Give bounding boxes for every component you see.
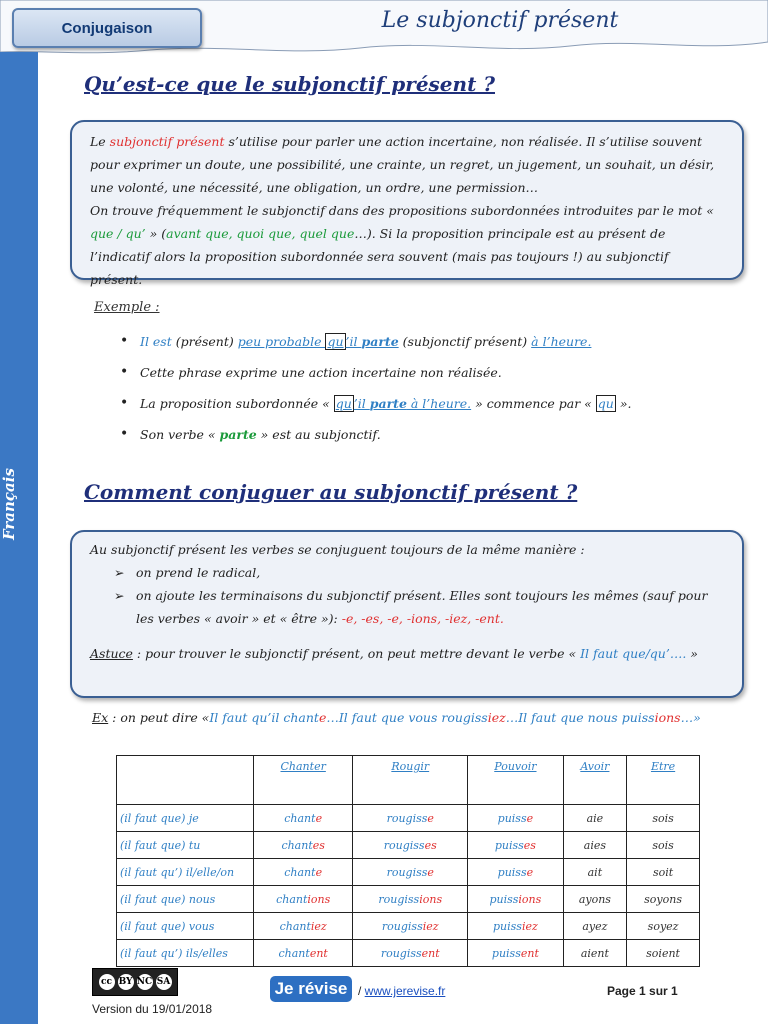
pouvoir-cell: puisses bbox=[468, 832, 563, 859]
chanter-cell: chante bbox=[254, 859, 353, 886]
subjunctive-term: subjonctif présent bbox=[109, 134, 225, 149]
chanter-cell: chantes bbox=[254, 832, 353, 859]
table-row bbox=[117, 805, 700, 832]
chanter-cell: chantent bbox=[254, 940, 353, 967]
rougir-cell: rougissent bbox=[353, 940, 468, 967]
pouvoir-cell: puisse bbox=[468, 805, 563, 832]
example-bullet-4: • Son verbe « parte » est au subjonctif. bbox=[120, 419, 720, 450]
table-header-cell: Pouvoir bbox=[468, 756, 563, 805]
avoir-cell: ait bbox=[563, 859, 627, 886]
endings: -e, -es, -e, -ions, -iez, -ent. bbox=[341, 611, 504, 626]
pouvoir-cell: puissions bbox=[468, 886, 563, 913]
table-row bbox=[117, 913, 700, 940]
etre-cell: sois bbox=[627, 832, 700, 859]
method-step-1: ➢ on prend le radical, bbox=[114, 561, 724, 584]
table-header-row bbox=[117, 756, 700, 805]
example-sentences: Ex : on peut dire «Il faut qu’il chante…Il faut que vous rougissiez…Il faut que nous puissions…» bbox=[92, 710, 701, 725]
document-title: Le subjonctif présent bbox=[381, 8, 619, 33]
avoir-cell: aie bbox=[563, 805, 627, 832]
rougir-cell: rougisses bbox=[353, 832, 468, 859]
sa-icon: SA bbox=[156, 974, 172, 990]
avoir-cell: ayez bbox=[563, 913, 627, 940]
version-text: Version du 19/01/2018 bbox=[92, 1002, 213, 1016]
example-label: Exemple : bbox=[94, 300, 160, 315]
etre-cell: sois bbox=[627, 805, 700, 832]
pouvoir-cell: puissent bbox=[468, 940, 563, 967]
method-box bbox=[70, 530, 744, 698]
chanter-cell: chante bbox=[254, 805, 353, 832]
table-header-cell bbox=[117, 756, 254, 805]
jerevise-logo: Je révise bbox=[270, 976, 352, 1002]
etre-cell: soyons bbox=[627, 886, 700, 913]
pronoun-cell: (il faut qu’) ils/elles bbox=[117, 940, 254, 967]
page-number: Page 1 sur 1 bbox=[607, 984, 678, 998]
table-header-cell: Avoir bbox=[563, 756, 627, 805]
table-header-cell: Etre bbox=[627, 756, 700, 805]
section2-title: Comment conjuguer au subjonctif présent ? bbox=[84, 480, 578, 504]
tip: Astuce : pour trouver le subjonctif présent, on peut mettre devant le verbe « Il faut que/qu’…. » bbox=[90, 646, 698, 661]
example-list bbox=[120, 326, 720, 450]
conjugation-table bbox=[116, 755, 700, 967]
avoir-cell: aies bbox=[563, 832, 627, 859]
etre-cell: soyez bbox=[627, 913, 700, 940]
example-bullet-2: • Cette phrase exprime une action incertaine non réalisée. bbox=[120, 357, 720, 388]
section1-title: Qu’est-ce que le subjonctif présent ? bbox=[84, 72, 495, 96]
avoir-cell: ayons bbox=[563, 886, 627, 913]
table-row bbox=[117, 886, 700, 913]
avoir-cell: aient bbox=[563, 940, 627, 967]
creative-commons-badge bbox=[92, 968, 178, 996]
rougir-cell: rougissiez bbox=[353, 913, 468, 940]
etre-cell: soient bbox=[627, 940, 700, 967]
rougir-cell: rougisse bbox=[353, 859, 468, 886]
qu-framed: qu bbox=[327, 334, 344, 349]
rougir-cell: rougissions bbox=[353, 886, 468, 913]
pouvoir-cell: puisse bbox=[468, 859, 563, 886]
table-row bbox=[117, 832, 700, 859]
pronoun-cell: (il faut que) nous bbox=[117, 886, 254, 913]
table-row bbox=[117, 859, 700, 886]
definition-box bbox=[70, 120, 744, 287]
method-step-2: ➢ on ajoute les terminaisons du subjonctif présent. Elles sont toujours les mêmes (sauf pour les verbes « avoir » et « être »): -e, -es, -e, -ions, -iez, -ent. bbox=[114, 584, 724, 630]
example-bullet-1: • Il est (présent) peu probable qu ’il parte (subjonctif présent) à l’heure. bbox=[120, 326, 720, 357]
chanter-cell: chantiez bbox=[254, 913, 353, 940]
method-steps bbox=[90, 561, 724, 630]
method-intro: Au subjonctif présent les verbes se conjuguent toujours de la même manière : bbox=[90, 542, 585, 557]
pronoun-cell: (il faut que) vous bbox=[117, 913, 254, 940]
pronoun-cell: (il faut que) tu bbox=[117, 832, 254, 859]
sidebar-label: Français bbox=[0, 468, 18, 540]
pronoun-cell: (il faut qu’) il/elle/on bbox=[117, 859, 254, 886]
cc-icon: cc bbox=[99, 974, 115, 990]
rougir-cell: rougisse bbox=[353, 805, 468, 832]
site-link-wrapper: / www.jerevise.fr bbox=[358, 984, 446, 998]
table-header-cell: Chanter bbox=[254, 756, 353, 805]
pouvoir-cell: puissiez bbox=[468, 913, 563, 940]
table-header-cell: Rougir bbox=[353, 756, 468, 805]
pronoun-cell: (il faut que) je bbox=[117, 805, 254, 832]
table-row bbox=[117, 940, 700, 967]
example-bullet-3: • La proposition subordonnée « qu ’il parte à l’heure. » commence par « qu ». bbox=[120, 388, 720, 419]
site-link[interactable]: www.jerevise.fr bbox=[364, 984, 446, 998]
definition-paragraph-1: Le subjonctif présent s’utilise pour parler une action incertaine, non réalisée. Il s’utilise souvent pour exprimer un doute, une possibilité, une crainte, un regret, un jugement, un souhait, un désir, une volonté, une nécessité, une obligation, un ordre, une permission… bbox=[90, 134, 715, 195]
etre-cell: soit bbox=[627, 859, 700, 886]
chanter-cell: chantions bbox=[254, 886, 353, 913]
header-tab[interactable]: Conjugaison bbox=[12, 8, 202, 48]
definition-paragraph-2: On trouve fréquemment le subjonctif dans des propositions subordonnées introduites par le mot « que / qu’ » (avant que, quoi que, quel que…). Si la proposition principale est au présent de l’indicatif alors la proposition subordonnée sera souvent (mais pas toujours !) au subjonctif présent. bbox=[90, 203, 714, 287]
nc-icon: NC bbox=[137, 974, 153, 990]
by-icon: BY bbox=[118, 974, 134, 990]
